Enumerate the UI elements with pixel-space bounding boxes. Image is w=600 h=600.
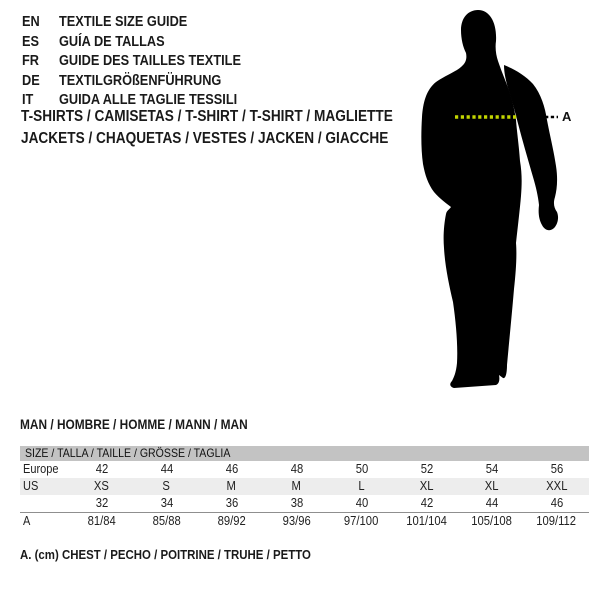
table-cell: 48	[290, 462, 303, 476]
table-cell: 105/108	[471, 514, 512, 528]
table-cell: 40	[355, 496, 368, 510]
table-cell: S	[162, 479, 171, 493]
language-title: GUIDA ALLE TAGLIE TESSILI	[59, 92, 238, 108]
table-cell: 89/92	[217, 514, 246, 528]
table-cell: L	[358, 479, 365, 493]
table-cell: 36	[225, 496, 238, 510]
language-row	[22, 33, 266, 53]
language-title: TEXTILE SIZE GUIDE	[59, 14, 188, 30]
man-silhouette-figure	[408, 3, 593, 393]
measure-label-a: A	[562, 109, 572, 124]
row-label: US	[23, 479, 39, 493]
language-code: ES	[22, 33, 40, 50]
table-cell: 46	[225, 462, 238, 476]
language-code: FR	[22, 53, 40, 69]
size-table-header: SIZE / TALLA / TAILLE / GRÖSSE / TAGLIA	[20, 446, 589, 461]
row-label: Europe	[23, 462, 59, 476]
table-cell: 85/88	[152, 514, 181, 528]
row-label: A	[23, 514, 31, 528]
table-cell: 97/100	[344, 514, 379, 528]
table-cell: XL	[484, 479, 499, 493]
category-line-tshirts: T-SHIRTS / CAMISETAS / T-SHIRT / T-SHIRT / MAGLIETTE	[21, 108, 393, 125]
table-cell: 50	[355, 462, 368, 476]
table-cell: 54	[485, 462, 498, 476]
table-cell: 42	[95, 462, 108, 476]
chest-footnote: A. (cm) CHEST / PECHO / POITRINE / TRUHE / PETTO	[20, 547, 311, 562]
table-row-numeric	[20, 495, 589, 512]
language-title: GUÍA DE TALLAS	[59, 33, 165, 50]
language-code: EN	[22, 14, 40, 30]
table-cell: 52	[420, 462, 433, 476]
table-cell: 44	[485, 496, 498, 510]
table-cell: 101/104	[406, 514, 447, 528]
language-code: DE	[22, 72, 40, 89]
section-label-man: MAN / HOMBRE / HOMME / MANN / MAN	[20, 417, 248, 432]
table-cell: M	[291, 479, 302, 493]
table-cell: 81/84	[87, 514, 116, 528]
table-cell: 34	[160, 496, 173, 510]
table-cell: 46	[550, 496, 563, 510]
language-row	[22, 13, 266, 33]
table-cell: 32	[95, 496, 108, 510]
language-code: IT	[22, 92, 34, 108]
man-silhouette	[408, 3, 593, 393]
table-row-chest-a	[20, 512, 589, 529]
category-lines	[21, 106, 444, 149]
language-row	[22, 72, 266, 92]
table-cell: 42	[420, 496, 433, 510]
table-row-europe	[20, 461, 589, 478]
table-cell: 44	[160, 462, 173, 476]
language-title: GUIDE DES TAILLES TEXTILE	[59, 53, 241, 69]
table-cell: XL	[419, 479, 434, 493]
table-cell: XXL	[545, 479, 568, 493]
size-table	[20, 446, 589, 529]
language-title: TEXTILGRÖßENFÜHRUNG	[59, 72, 222, 89]
table-row-us	[20, 478, 589, 495]
table-cell: 56	[550, 462, 563, 476]
table-cell: XS	[93, 479, 110, 493]
category-line-jackets: JACKETS / CHAQUETAS / VESTES / JACKEN / GIACCHE	[21, 129, 389, 147]
table-cell: M	[226, 479, 237, 493]
language-row	[22, 52, 266, 72]
table-cell: 93/96	[282, 514, 311, 528]
language-title-list	[22, 13, 266, 111]
table-cell: 109/112	[536, 514, 577, 528]
table-cell: 38	[290, 496, 303, 510]
